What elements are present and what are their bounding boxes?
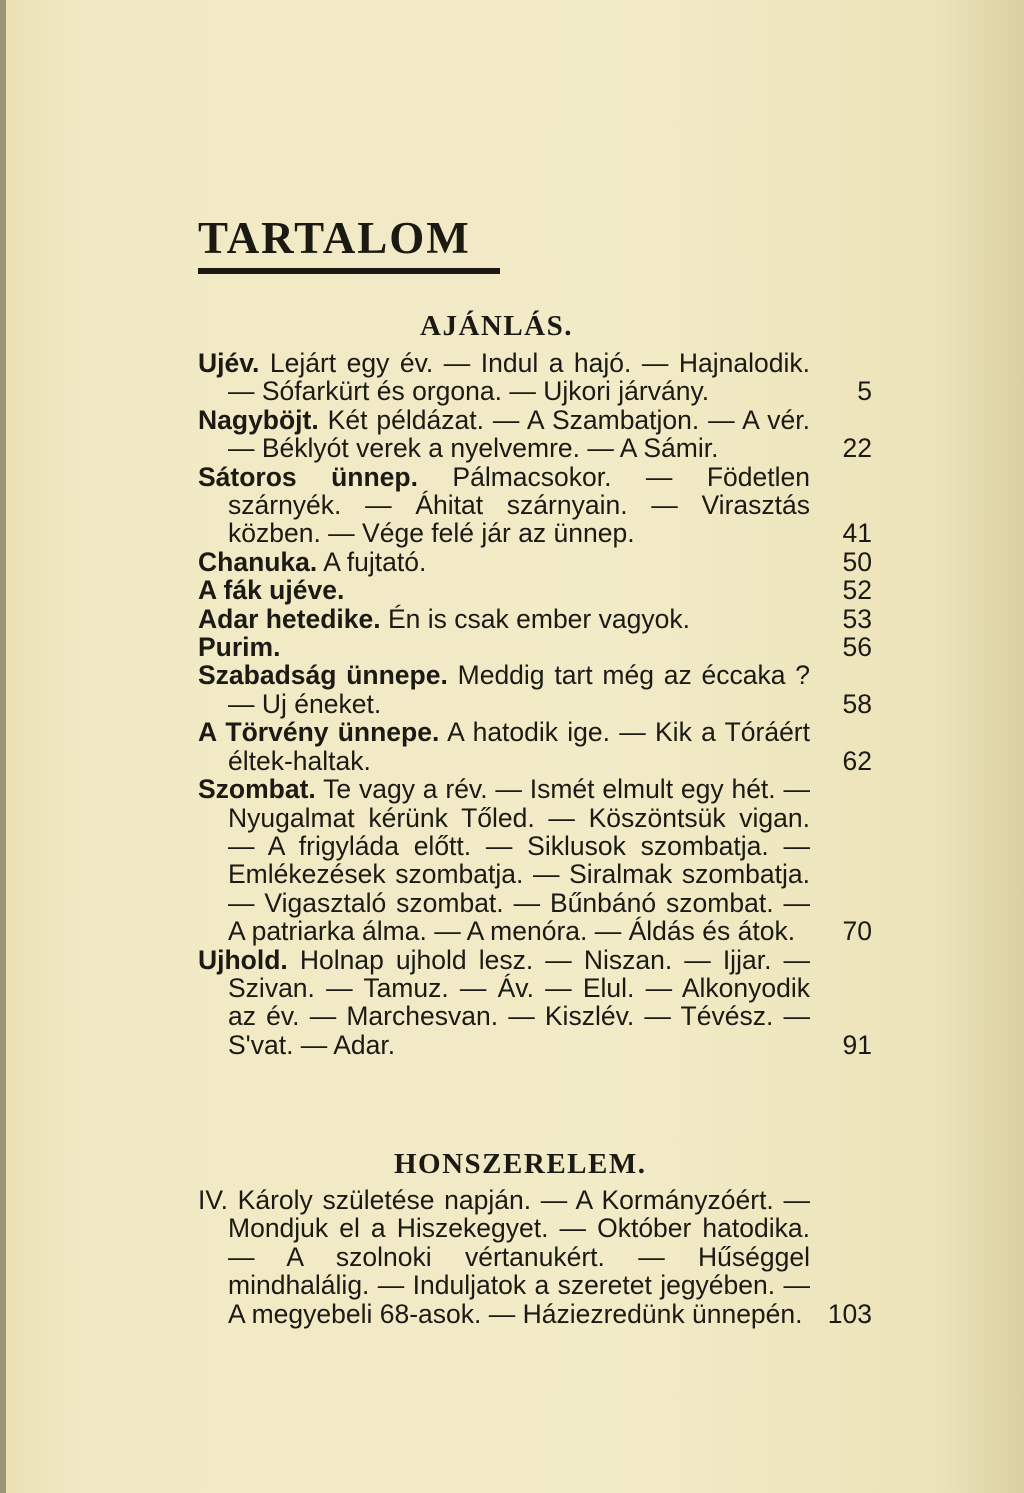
entry-subtitles: Meddig tart még az éccaka ? — Uj éneket. xyxy=(228,660,811,719)
entry-description xyxy=(198,661,810,718)
entry-subtitles: Pálmacsokor. — Födetlen szárnyék. — Áhitat szárnyain. — Virasztás közben. — Vége felé jár az ünnep. xyxy=(228,461,810,549)
entry-subtitles: A fujtató. xyxy=(323,546,427,577)
toc-entry xyxy=(198,718,872,775)
page-number: 62 xyxy=(842,745,872,776)
toc-entry xyxy=(198,1186,872,1328)
page-number: 53 xyxy=(842,603,872,634)
entry-subtitles: Két példázat. — A Szambatjon. — A vér. — Béklyót verek a nyelvemre. — A Sámir. xyxy=(228,404,810,464)
entry-heading: Sátoros ünnep. xyxy=(198,461,418,492)
toc-entry xyxy=(198,406,872,463)
entry-heading: A Törvény ünnepe. xyxy=(198,717,440,748)
entry-heading: Purim. xyxy=(198,632,281,663)
page-number: 50 xyxy=(842,546,872,577)
entry-subtitles: A hatodik ige. — Kik a Tóráért éltek-haltak. xyxy=(228,717,810,776)
page-number: 5 xyxy=(857,376,872,407)
entry-description xyxy=(198,349,810,406)
page-number: 58 xyxy=(842,688,872,719)
toc-section-ajanlas xyxy=(198,349,872,1059)
entry-description xyxy=(198,605,810,633)
entry-description xyxy=(198,633,810,661)
entry-subtitles: Én is csak ember vagyok. xyxy=(388,603,690,634)
toc-entry xyxy=(198,463,872,548)
toc-entry xyxy=(198,661,872,718)
entry-heading: Adar hetedike. xyxy=(198,603,381,634)
section-heading-honszerelem: HONSZERELEM. xyxy=(394,1148,647,1180)
entry-description xyxy=(198,775,810,945)
title-underline xyxy=(198,268,500,274)
entry-description xyxy=(198,463,810,548)
page-number: 56 xyxy=(842,632,872,663)
toc-entry xyxy=(198,946,872,1060)
entry-heading: Szabadság ünnepe. xyxy=(198,660,448,691)
toc-entry xyxy=(198,775,872,945)
entry-description xyxy=(198,548,810,576)
entry-heading: A fák ujéve. xyxy=(198,575,345,606)
page-number: 70 xyxy=(842,916,872,947)
entry-heading: Ujhold. xyxy=(198,944,288,975)
entry-description xyxy=(198,718,810,775)
entry-subtitles: Te vagy a rév. — Ismét elmult egy hét. — Nyugalmat kérünk Tőled. — Köszöntsük vigan. — A frigyláda előtt. — Siklusok szombatja. — Emlékezések szombatja. — Siralmak szombatja. — Vigasztaló szombat. — Bűnbánó szombat. — A patriarka álma. — A menóra. — Áldás és átok. xyxy=(228,774,810,947)
entry-heading: Nagyböjt. xyxy=(198,404,319,435)
toc-entry xyxy=(198,605,872,633)
section-heading-ajanlas: AJÁNLÁS. xyxy=(420,310,573,342)
page-number: 103 xyxy=(827,1298,872,1329)
toc-entry xyxy=(198,548,872,576)
page-title: TARTALOM xyxy=(198,213,471,263)
entry-description xyxy=(198,946,810,1060)
entry-heading: Chanuka. xyxy=(198,546,318,577)
entry-description xyxy=(198,406,810,463)
entry-heading: Ujév. xyxy=(198,348,260,378)
entry-description xyxy=(198,576,810,604)
toc-section-honszerelem xyxy=(198,1186,872,1328)
toc-entry xyxy=(198,633,872,661)
page-number: 91 xyxy=(842,1029,872,1060)
toc-entry xyxy=(198,349,872,406)
toc-entry xyxy=(198,576,872,604)
page-number: 41 xyxy=(842,518,872,549)
page-number: 52 xyxy=(842,575,872,606)
page-edge xyxy=(0,0,6,1493)
page-number: 22 xyxy=(842,433,872,464)
entry-subtitles: Lejárt egy év. — Indul a hajó. — Hajnalodik. — Sófarkürt és orgona. — Ujkori járvány. xyxy=(228,348,810,407)
entry-subtitles: Holnap ujhold lesz. — Niszan. — Ijjar. — Szivan. — Tamuz. — Áv. — Elul. — Alkonyodik az év. — Marchesvan. — Kiszlév. — Tévész. — S'vat. — Adar. xyxy=(228,944,810,1060)
entry-description: IV. Károly születése napján. — A Kormányzóért. — Mondjuk el a Hiszekegyet. — Október hatodika. — A szolnoki vértanukért. — Hűséggel mindhalálig. — Induljatok a szeretet jegyében. — A megyebeli 68-asok. — Háziezredünk ünnepén. xyxy=(198,1185,810,1329)
entry-heading: Szombat. xyxy=(198,774,316,805)
